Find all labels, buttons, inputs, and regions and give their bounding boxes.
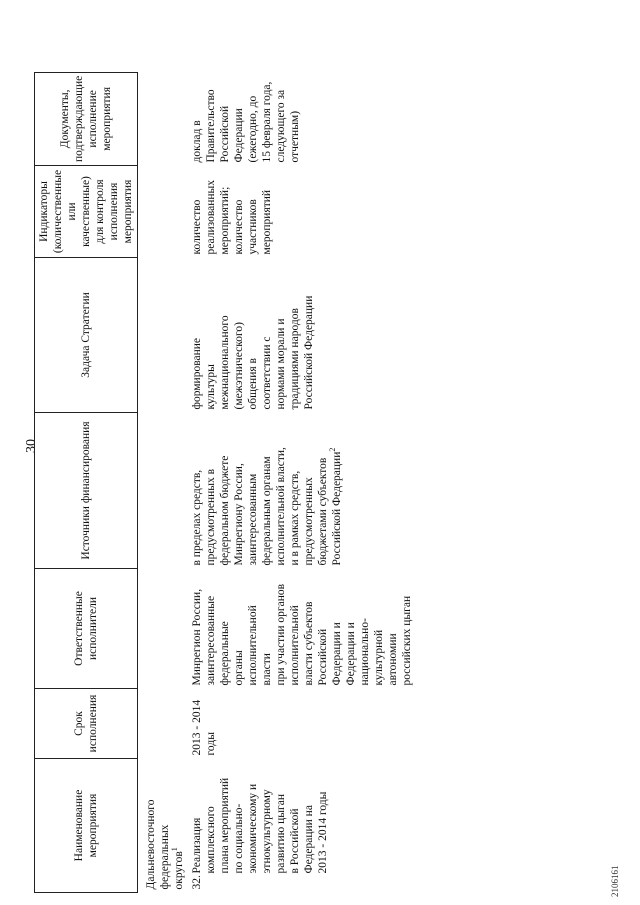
task-cell: формирование культуры межнационального (межэтнического) общения в соответствии с нормами морали и традициями народов Российской Федерации <box>191 295 315 410</box>
continuation-row <box>138 72 188 892</box>
footnote-marker: 2 <box>328 447 338 452</box>
header-name: Наименование мероприятия <box>35 759 138 893</box>
page-number: 30 <box>24 439 39 453</box>
documents-cell: доклад в Правительство Российской Федерации (ежегодно, до 15 февраля года, следующего за отчетным) <box>191 81 301 163</box>
table-row <box>187 72 415 892</box>
row-number: 32. <box>191 875 203 890</box>
funding-text: в пределах средств, предусмотренных в федеральном бюджете Минрегиону России, заинтересованным федеральным органам исполнительной власти, и в рамках средств, предусмотренных бюджетами субъектов Российской Федерации <box>191 447 343 566</box>
responsible-cell: Минрегион России, заинтересованные федеральные органы исполнительной власти при участии органов исполнительной власти субъектов Российской Федерации и Федерации и национально- культурной автономии российских цыган <box>191 583 413 686</box>
header-task: Задача Стратегии <box>35 258 138 413</box>
footnote-marker: 1 <box>170 847 180 852</box>
funding-cell <box>187 413 415 569</box>
document-code: 2106161 <box>610 865 620 897</box>
indicators-cell: количество реализованных мероприятий; количество участников мероприятий <box>191 180 273 255</box>
header-responsible: Ответственные исполнители <box>35 569 138 689</box>
name-cell <box>187 759 415 893</box>
header-funding: Источники финансирования <box>35 413 138 569</box>
measures-table <box>34 72 415 893</box>
header-documents: Документы, подтверждающие исполнение мероприятия <box>35 72 138 165</box>
header-row <box>35 72 138 892</box>
continuation-cell <box>138 759 188 893</box>
header-term: Срок исполнения <box>35 689 138 759</box>
header-indicators: Индикаторы (количественные или качественные) для контроля исполнения мероприятия <box>35 166 138 258</box>
continuation-text: Дальневосточного федеральных округов <box>145 799 185 890</box>
term-cell: 2013 - 2014 годы <box>191 699 217 756</box>
measure-name: Реализация комплексного плана мероприятий по социально- экономическому и этнокультурному развитию цыган в Российской Федерации на 2013 - 2014 годы <box>191 777 329 874</box>
